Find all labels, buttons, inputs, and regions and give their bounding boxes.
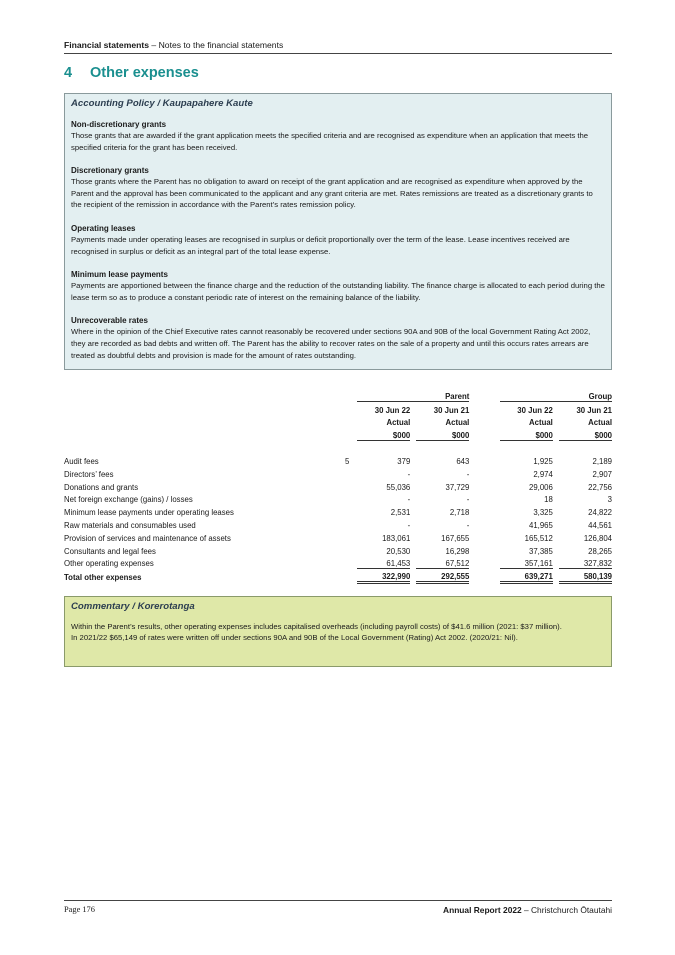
table-row: [64, 504, 612, 517]
row-value: 67,512: [416, 556, 469, 569]
commentary-heading: Commentary / Korerotanga: [71, 601, 195, 612]
row-value: 165,512: [524, 533, 553, 543]
row-label: Consultants and legal fees: [64, 546, 156, 556]
total-value: 580,139: [559, 568, 612, 582]
row-label: Minimum lease payments under operating leases: [64, 508, 234, 518]
row-note: [337, 479, 357, 492]
policy-item-title: Minimum lease payments: [71, 270, 168, 280]
row-value: 37,385: [528, 546, 553, 556]
row-value: 327,832: [559, 556, 612, 569]
table-row: [64, 517, 612, 530]
row-value: 126,804: [583, 533, 612, 543]
table-unit-header-row: [64, 427, 612, 440]
table-row: [64, 543, 612, 556]
row-value: -: [407, 520, 411, 530]
row-note: [337, 504, 357, 517]
footer-divider: [64, 900, 612, 901]
commentary-text: In 2021/22 $65,149 of rates were written off under sections 90A and 90B of the Local Government (Rating) Act 2002. (2020/21: Nil).: [71, 633, 518, 643]
column-date: 30 Jun 21: [433, 405, 470, 415]
policy-item-text: Where in the opinion of the Chief Executive rates cannot reasonably be recovered under sections 90A and 90B of the local Government Rating Act 2002, they are recorded as bad debts and written off. The Parent has the ability to recover rates on the sale of a property and until this occurs rates arrears are treated as doubtful debts and provision is made for the amount of rates outstanding.: [71, 327, 591, 360]
row-value: 3: [607, 495, 612, 505]
row-value: 28,265: [588, 546, 612, 556]
total-value: 292,555: [416, 568, 469, 582]
table-type-header-row: [64, 415, 612, 428]
row-label: Net foreign exchange (gains) / losses: [64, 495, 193, 505]
column-unit: $000: [357, 427, 410, 440]
row-note: [337, 466, 357, 479]
table-row: [64, 556, 612, 569]
row-value: 167,655: [441, 533, 470, 543]
table-row: [64, 453, 612, 466]
header-section: Financial statements: [64, 40, 150, 50]
row-value: 29,006: [528, 482, 553, 492]
row-label: Other operating expenses: [64, 559, 154, 569]
row-note: 5: [344, 456, 350, 466]
row-value: 2,531: [390, 508, 411, 518]
footer-report: Annual Report 2022: [443, 905, 522, 915]
policy-item-title: Discretionary grants: [71, 166, 149, 176]
row-value: 41,965: [528, 520, 553, 530]
table-row: [64, 530, 612, 543]
column-date: 30 Jun 22: [374, 405, 411, 415]
total-value: 322,990: [357, 568, 410, 582]
column-date: 30 Jun 22: [517, 405, 553, 415]
row-label: Audit fees: [64, 456, 99, 466]
row-value: -: [466, 495, 470, 505]
policy-heading: Accounting Policy / Kaupapahere Kaute: [71, 98, 253, 109]
row-value: -: [466, 520, 470, 530]
policy-item-text: Those grants where the Parent has no obligation to award on receipt of the grant application and are recognised as expenditure when approved by the Parent and the approval has been communicated to the applicant and any grant criteria are met. Rates remissions are treated as a discretionary grants to the recipient of the remission in accordance with the Parent’s rates remission policy.: [71, 177, 593, 210]
row-value: 55,036: [386, 482, 411, 492]
commentary-box: [64, 596, 612, 667]
page-number: Page 176: [64, 905, 95, 914]
section-title-text: Other expenses: [90, 65, 199, 81]
parent-group-label: Parent: [416, 389, 469, 402]
header-subsection: Notes to the financial statements: [158, 40, 284, 50]
table-row: [64, 466, 612, 479]
column-unit: $000: [416, 427, 469, 440]
row-value: 37,729: [445, 482, 470, 492]
other-expenses-table: [64, 389, 612, 584]
commentary-text: Within the Parent’s results, other operating expenses includes capitalised overheads (including payroll costs) of $41.6 million (2021: $37 million).: [71, 622, 562, 631]
row-note: [337, 556, 357, 569]
footer-report-title: [443, 905, 612, 915]
row-value: 20,530: [386, 546, 411, 556]
table-row: [64, 479, 612, 492]
total-value: 639,271: [500, 568, 553, 582]
policy-item-text: Payments are apportioned between the finance charge and the reduction of the outstanding liability. The finance charge is allocated to each period during the lease term so as to produce a constant periodic rate of interest on the remaining balance of the liability.: [71, 281, 605, 302]
row-value: -: [407, 495, 411, 505]
row-value: 379: [397, 456, 411, 466]
section-number: 4: [64, 65, 73, 81]
row-value: 3,325: [533, 508, 553, 518]
header-divider: [64, 53, 612, 54]
column-date: 30 Jun 21: [576, 405, 612, 415]
row-label: Raw materials and consumables used: [64, 520, 196, 530]
row-value: 183,061: [382, 533, 411, 543]
row-note: [337, 492, 357, 505]
column-type: Actual: [588, 418, 612, 428]
policy-item-text: Payments made under operating leases are recognised in surplus or deficit proportionally over the term of the lease. Lease incentives received are recognised in surplus or deficit as an integral part of the total lease expense.: [71, 234, 570, 256]
table-group-header-row: [64, 389, 612, 402]
policy-item-text: Those grants that are awarded if the grant application meets the specified criteria and are recognised as expenditure when an application that meets the specified criteria for the grant has been received.: [71, 131, 589, 152]
page-header: [64, 40, 612, 50]
row-note: [337, 530, 357, 543]
row-note: [337, 543, 357, 556]
row-note: [337, 517, 357, 530]
policy-item-title: Unrecoverable rates: [71, 316, 148, 326]
row-value: 2,718: [449, 508, 470, 518]
row-value: 2,189: [592, 456, 612, 466]
section-title: [64, 65, 199, 81]
total-label: Total other expenses: [64, 573, 142, 583]
row-value: 2,974: [533, 469, 553, 479]
row-value: 357,161: [500, 556, 553, 569]
row-value: 44,561: [588, 520, 612, 530]
row-label: Donations and grants: [64, 482, 139, 492]
row-value: 24,822: [588, 508, 612, 518]
column-type: Actual: [386, 418, 411, 428]
row-value: 1,925: [533, 456, 553, 466]
row-value: 16,298: [445, 546, 470, 556]
column-unit: $000: [500, 427, 553, 440]
group-group-label: Group: [559, 389, 612, 402]
policy-item-title: Non-discretionary grants: [71, 120, 167, 129]
column-unit: $000: [559, 427, 612, 440]
row-value: -: [466, 469, 470, 479]
column-type: Actual: [529, 418, 553, 428]
table-date-header-row: [64, 402, 612, 415]
policy-item-title: Operating leases: [71, 223, 136, 233]
row-value: 22,756: [588, 482, 612, 492]
row-value: 643: [456, 456, 470, 466]
row-value: -: [407, 469, 411, 479]
row-label: Directors’ fees: [64, 469, 114, 479]
table-total-row: [64, 568, 612, 582]
row-value: 2,907: [592, 469, 612, 479]
column-type: Actual: [445, 418, 470, 428]
accounting-policy-box: [64, 93, 612, 370]
row-label: Provision of services and maintenance of assets: [64, 533, 231, 543]
row-value: 61,453: [357, 556, 410, 569]
footer-separator: –: [521, 905, 531, 915]
row-value: 18: [544, 495, 553, 505]
table-row: [64, 492, 612, 505]
footer-city: Christchurch Ōtautahi: [531, 905, 612, 915]
header-separator: –: [149, 40, 159, 50]
